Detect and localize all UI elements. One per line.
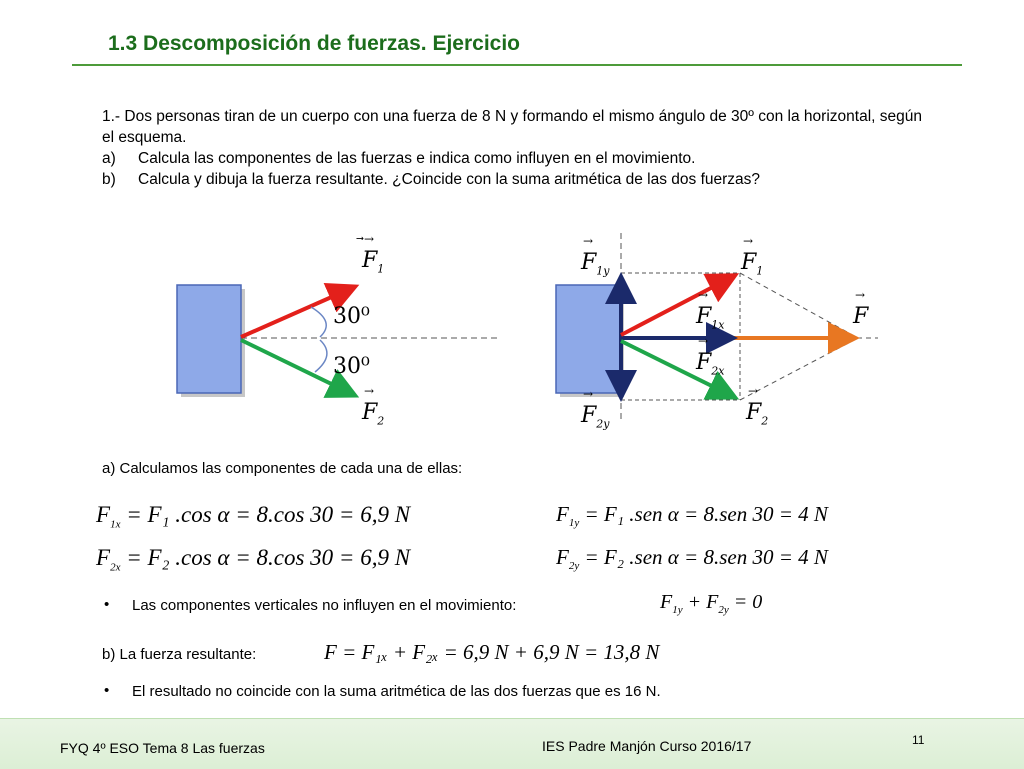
problem-intro: 1.- Dos personas tiran de un cuerpo con una fuerza de 8 N y formando el mismo ángulo de 30º con la horizontal, según el esquema.	[102, 108, 922, 146]
label-f1y: → $F_{1y}$	[581, 234, 610, 278]
equation-f1x: $F_{1x} = F_1$ .cos α = 8.cos 30 = 6,9 N	[96, 502, 411, 531]
label-f2y: → $F_{2y}$	[581, 387, 610, 431]
dash-parallelogram-top	[740, 273, 858, 338]
footer-school: IES Padre Manjón Curso 2016/17	[542, 738, 752, 754]
equation-f2x: $F_{2x} = F_2$ .cos α = 8.cos 30 = 6,9 N	[96, 545, 411, 574]
body-block	[177, 285, 241, 393]
equation-resultant: F = F₁ₓ + F₂ₓ = 6,9 N + 6,9 N = 13,8 N	[324, 640, 660, 664]
label-angle-top: 30⁰	[333, 304, 370, 329]
equation-vertical-sum: $F_{1y} + F_{2y} = 0$	[660, 591, 763, 616]
footer-course: FYQ 4º ESO Tema 8 Las fuerzas	[60, 740, 265, 756]
page-number: 11	[912, 733, 925, 747]
left-diagram	[177, 285, 500, 397]
item-a-label: a)	[102, 150, 116, 167]
label-f-resultant: → F	[853, 288, 869, 329]
label-f1: → $F_1$	[362, 232, 385, 276]
label-f2: → $F_2$	[362, 384, 385, 428]
label-f2x: → $F_{2x}$	[696, 334, 725, 378]
item-a-text: Calcula las componentes de las fuerzas e indica como influyen en el movimiento.	[138, 150, 696, 167]
item-b-label: b)	[102, 171, 116, 188]
bullet-conclusion: El resultado no coincide con la suma aritmética de las dos fuerzas que es 16 N.	[132, 683, 661, 700]
page-title: 1.3 Descomposición de fuerzas. Ejercicio	[108, 32, 520, 55]
bullet-marker-1: •	[104, 596, 110, 613]
angle-arc-top	[311, 307, 326, 337]
bullet-marker-2: •	[104, 682, 110, 699]
label-f1-right: → $F_1$	[741, 234, 764, 278]
part-b-heading: b) La fuerza resultante:	[102, 646, 257, 663]
equation-f1y: $F_{1y} = F_1$ .sen α = 8.sen 30 = 4 N	[556, 502, 828, 530]
label-angle-bottom: 30⁰	[333, 354, 370, 379]
body-block-right	[556, 285, 620, 393]
item-b-text: Calcula y dibuja la fuerza resultante. ¿Coincide con la suma aritmética de las dos fuerzas?	[138, 171, 761, 188]
equation-f2y: $F_{2y} = F_2$ .sen α = 8.sen 30 = 4 N	[556, 545, 828, 573]
label-f2-right: → $F_2$	[746, 384, 769, 428]
part-a-heading: a) Calculamos las componentes de cada una de ellas:	[102, 460, 463, 477]
bullet-vertical-components: Las componentes verticales no influyen en el movimiento:	[132, 597, 517, 614]
angle-arc-bottom	[315, 340, 327, 372]
label-f1x: → $F_{1x}$	[696, 288, 725, 332]
